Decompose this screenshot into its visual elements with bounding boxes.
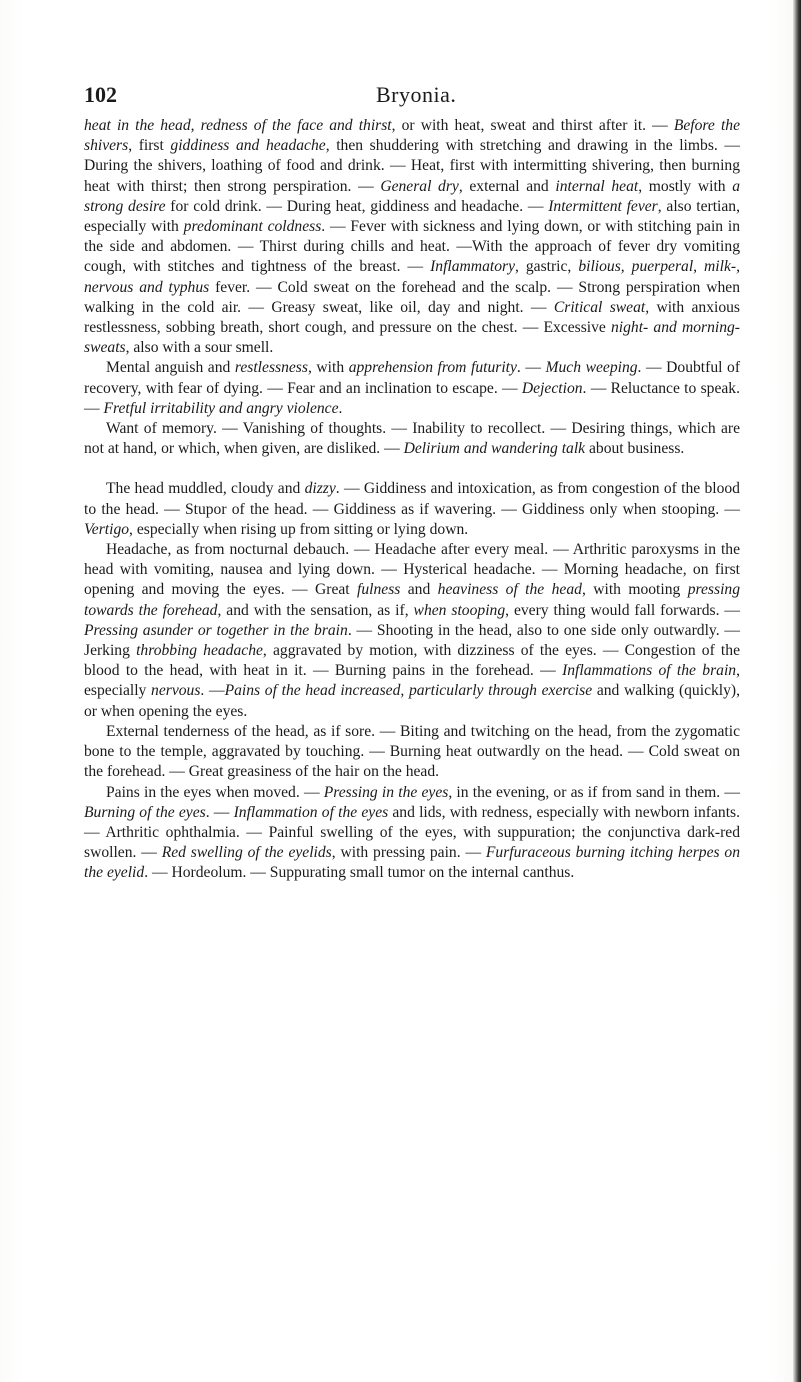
text-run: . xyxy=(338,399,343,417)
italic-text-run: internal heat xyxy=(555,177,639,195)
paragraph-memory xyxy=(84,419,740,459)
text-run: about business. xyxy=(585,440,685,458)
italic-text-run: Inflammations of the brain xyxy=(562,662,737,680)
text-run: and lids, with redness, especially with newborn infants. — Arthritic ophthalmia. — Painful swelling of the eyes, with suppuration; the conjunctiva dark-red swollen. — xyxy=(84,803,740,862)
text-run: , with mooting xyxy=(581,581,688,599)
text-run: , with pressing pain. — xyxy=(331,844,486,862)
italic-text-run: Fretful irritability and angry violence xyxy=(103,399,339,417)
italic-text-run: giddiness and headache xyxy=(170,137,326,155)
page-number: 102 xyxy=(84,82,117,107)
italic-text-run: Pressing asunder or together in the brain xyxy=(84,621,348,639)
text-run: , every thing would fall forwards. — xyxy=(505,601,740,619)
text-run: , especially when rising up from sitting or lying down. xyxy=(129,520,469,538)
italic-text-run: nervous xyxy=(151,682,201,700)
paragraph-external-head xyxy=(84,722,740,783)
paragraph-fever xyxy=(84,116,740,358)
italic-text-run: Delirium and wandering talk xyxy=(403,440,586,458)
italic-text-run: pressing towards the forehead xyxy=(84,581,740,619)
text-run: . — Reluctance to speak. — xyxy=(84,379,740,417)
italic-text-run: Furfuraceous burning itching herpes on the eyelid xyxy=(84,844,740,882)
text-run: , and with the sensation, as if, xyxy=(217,601,414,619)
italic-text-run: Before the shivers xyxy=(84,117,740,155)
text-run: Headache, as from nocturnal debauch. — Headache after every meal. — Arthritic paroxysms in the head with vomiting, nausea and lying down. — Hysterical headache. — Morning headache, on first opening and moving the eyes. — Great xyxy=(84,541,740,599)
text-run: External tenderness of the head, as if sore. — Biting and twitching on the head, from the zygomatic bone to the temple, aggravated by touching. — Burning heat outwardly on the head. — Cold sweat on the forehead. — Great greasiness of the hair on the head. xyxy=(84,722,740,781)
text-run: , external and xyxy=(458,177,556,195)
text-run: , with xyxy=(307,359,349,377)
text-run: . — xyxy=(516,359,546,377)
italic-text-run: a strong desire xyxy=(84,177,741,215)
text-run: for cold drink. — During heat, giddiness and headache. — xyxy=(165,197,549,215)
italic-text-run: restlessness xyxy=(234,359,308,377)
italic-text-run: throbbing headache xyxy=(136,642,263,660)
italic-text-run: bilious, puerperal, milk-, nervous and typhus xyxy=(84,258,740,296)
text-run: , aggravated by motion, with dizziness of the eyes. — Congestion of the blood to the head, with heat in it. — Burning pains in the forehead. — xyxy=(84,642,740,680)
italic-text-run: Pressing in the eyes xyxy=(323,783,449,801)
italic-text-run: night- and morning-sweats xyxy=(84,319,740,357)
italic-text-run: Inflammation of the eyes xyxy=(233,803,389,821)
text-run: Pains in the eyes when moved. — xyxy=(106,783,324,801)
italic-text-run: predominant coldness xyxy=(183,218,322,236)
page-header xyxy=(84,82,744,108)
text-run: . — Fever with sickness and lying down, or with stitching pain in the side and abdomen. — Thirst during chills and heat. —With the approach of fever dry vomiting cough, with stitches and tightness of the breast. — xyxy=(84,218,740,276)
body-text xyxy=(84,116,740,884)
text-run: , especially xyxy=(84,662,740,700)
italic-text-run: fulness xyxy=(357,581,401,599)
italic-text-run: apprehension from futurity xyxy=(348,359,517,377)
text-run: Want of memory. — Vanishing of thoughts. — Inability to recollect. — Desiring things, which are not at hand, or which, when given, are disliked. — xyxy=(84,420,740,458)
italic-text-run: dizzy xyxy=(304,480,336,498)
text-run: and xyxy=(400,581,438,599)
italic-text-run: Much weeping xyxy=(545,359,638,377)
italic-text-run: Inflammatory xyxy=(430,258,515,276)
paragraph-headache xyxy=(84,540,740,722)
italic-text-run: heaviness of the head xyxy=(437,581,582,599)
italic-text-run: when stooping xyxy=(413,601,506,619)
italic-text-run: heat in the head, redness of the face and thirst xyxy=(84,117,392,134)
italic-text-run: Burning of the eyes xyxy=(84,803,206,821)
text-run: , first xyxy=(128,137,171,155)
italic-text-run: General dry xyxy=(380,177,459,195)
text-run: , gastric, xyxy=(514,258,579,276)
italic-text-run: Pains of the head increased, particularly through exercise xyxy=(224,682,593,700)
text-run: , also with a sour smell. xyxy=(125,339,274,357)
text-run: and walking (quickly), or when opening the eyes. xyxy=(84,682,741,720)
paragraph-eyes xyxy=(84,783,740,884)
text-run: , in the evening, or as if from sand in them. — xyxy=(448,783,740,801)
text-run: , also tertian, especially with xyxy=(84,197,740,236)
text-run: fever. — Cold sweat on the forehead and the scalp. — Strong perspiration when walking in the cold air. — Greasy sweat, like oil, day and night. — xyxy=(84,278,740,316)
paragraph-mental-anguish xyxy=(84,358,740,419)
italic-text-run: Dejection xyxy=(521,379,583,397)
text-run: . — Giddiness and intoxication, as from congestion of the blood to the head. — Stupor of the head. — Giddiness as if wavering. — Giddiness only when stooping. — xyxy=(84,480,740,518)
text-run: The head muddled, cloudy and xyxy=(106,480,305,498)
text-run: . — xyxy=(205,803,234,821)
text-run: . — xyxy=(200,682,225,700)
running-title: Bryonia. xyxy=(376,82,457,107)
paragraph-head-dizziness xyxy=(84,479,740,540)
italic-text-run: Critical sweat, xyxy=(553,298,650,316)
text-run: Mental anguish and xyxy=(106,359,235,377)
page-edge-shadow xyxy=(793,0,801,1382)
text-run: , then shuddering with stretching and drawing in the limbs. — During the shivers, loathing of food and drink. — Heat, first with intermitting shivering, then burning heat with thirst; then strong perspiration. — xyxy=(84,137,740,195)
italic-text-run: Vertigo xyxy=(84,520,130,538)
text-run: . — Doubtful of recovery, with fear of dying. — Fear and an inclination to escape. — xyxy=(84,359,741,397)
text-run: . — Hordeolum. — Suppurating small tumor on the internal canthus. xyxy=(144,864,575,882)
text-run: . — Shooting in the head, also to one side only outwardly. — Jerking xyxy=(84,621,740,660)
text-run: with anxious restlessness, sobbing breath, short cough, and pressure on the chest. — Excessive xyxy=(84,298,740,337)
italic-text-run: Intermittent fever xyxy=(548,197,658,215)
text-run: , mostly with xyxy=(638,177,733,195)
text-run: , or with heat, sweat and thirst after it. — xyxy=(391,117,674,134)
italic-text-run: Red swelling of the eyelids xyxy=(161,844,332,862)
